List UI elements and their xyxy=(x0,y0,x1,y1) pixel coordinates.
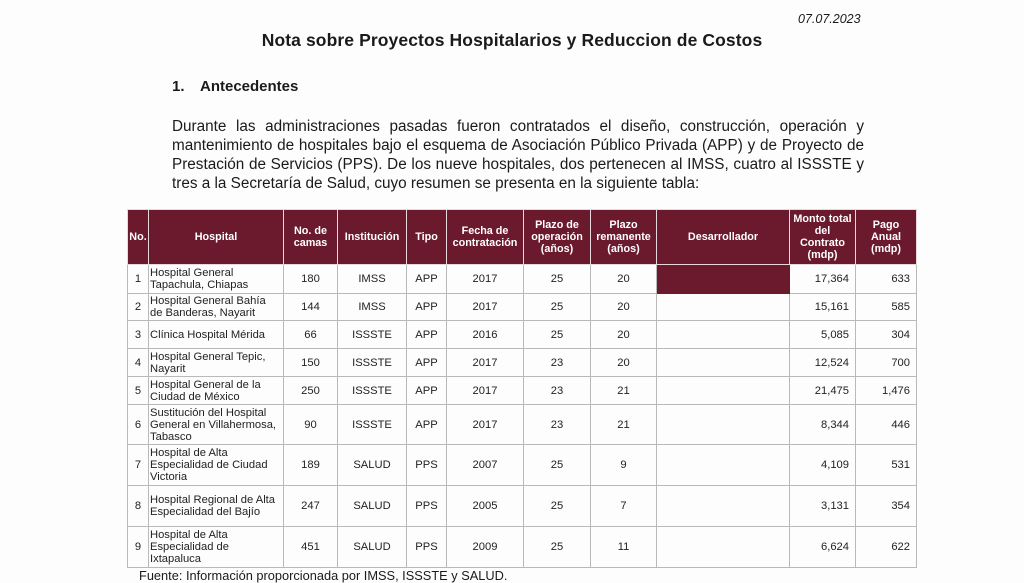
cell-pago: 1,476 xyxy=(856,377,917,405)
cell-hospital: Hospital General Tapachula, Chiapas xyxy=(149,265,284,294)
table-source-note: Fuente: Información proporcionada por IMSS, ISSSTE y SALUD. xyxy=(139,568,508,583)
cell-fecha: 2017 xyxy=(447,405,524,445)
cell-pago: 700 xyxy=(856,349,917,377)
cell-plazo-operacion: 25 xyxy=(524,265,591,294)
cell-camas: 150 xyxy=(284,349,338,377)
cell-pago: 633 xyxy=(856,265,917,294)
cell-fecha: 2017 xyxy=(447,349,524,377)
header-plazo-remanente: Plazo remanente (años) xyxy=(591,210,657,265)
section-title: Antecedentes xyxy=(200,78,299,95)
cell-tipo: APP xyxy=(407,265,447,294)
cell-plazo-remanente: 21 xyxy=(591,405,657,445)
table-row xyxy=(128,349,917,377)
hospital-projects-table xyxy=(127,209,917,568)
cell-hospital: Sustitución del Hospital General en Villahermosa, Tabasco xyxy=(149,405,284,445)
table-row xyxy=(128,486,917,527)
cell-desarrollador-blank xyxy=(657,445,790,486)
cell-monto: 8,344 xyxy=(790,405,856,445)
cell-desarrollador-blank xyxy=(657,405,790,445)
header-institucion: Institución xyxy=(338,210,407,265)
table-row xyxy=(128,265,917,294)
table-header-row xyxy=(128,210,917,265)
cell-plazo-remanente: 9 xyxy=(591,445,657,486)
cell-plazo-operacion: 25 xyxy=(524,294,591,321)
cell-no: 4 xyxy=(128,349,149,377)
cell-pago: 622 xyxy=(856,527,917,568)
cell-institucion: IMSS xyxy=(338,265,407,294)
cell-monto: 17,364 xyxy=(790,265,856,294)
cell-no: 6 xyxy=(128,405,149,445)
cell-desarrollador-blank xyxy=(657,527,790,568)
cell-institucion: SALUD xyxy=(338,486,407,527)
table-row xyxy=(128,527,917,568)
cell-no: 7 xyxy=(128,445,149,486)
cell-desarrollador-blank xyxy=(657,377,790,405)
cell-pago: 304 xyxy=(856,321,917,349)
cell-camas: 180 xyxy=(284,265,338,294)
cell-fecha: 2016 xyxy=(447,321,524,349)
cell-institucion: SALUD xyxy=(338,445,407,486)
header-plazo-operacion: Plazo de operación (años) xyxy=(524,210,591,265)
header-no: No. xyxy=(128,210,149,265)
cell-plazo-remanente: 21 xyxy=(591,377,657,405)
cell-institucion: ISSSTE xyxy=(338,321,407,349)
cell-pago: 446 xyxy=(856,405,917,445)
cell-hospital: Hospital General Tepic, Nayarit xyxy=(149,349,284,377)
cell-hospital: Hospital de Alta Especialidad de Ixtapaluca xyxy=(149,527,284,568)
cell-plazo-operacion: 23 xyxy=(524,377,591,405)
cell-pago: 354 xyxy=(856,486,917,527)
section-number: 1. xyxy=(172,78,185,95)
table-row xyxy=(128,321,917,349)
cell-fecha: 2017 xyxy=(447,265,524,294)
cell-camas: 189 xyxy=(284,445,338,486)
cell-tipo: APP xyxy=(407,294,447,321)
cell-desarrollador-blank xyxy=(657,486,790,527)
cell-camas: 66 xyxy=(284,321,338,349)
cell-hospital: Hospital Regional de Alta Especialidad del Bajío xyxy=(149,486,284,527)
cell-institucion: ISSSTE xyxy=(338,349,407,377)
cell-monto: 12,524 xyxy=(790,349,856,377)
table-row xyxy=(128,294,917,321)
cell-no: 9 xyxy=(128,527,149,568)
cell-no: 5 xyxy=(128,377,149,405)
cell-desarrollador-redacted xyxy=(657,265,790,294)
cell-plazo-remanente: 20 xyxy=(591,349,657,377)
header-monto: Monto total del Contrato (mdp) xyxy=(790,210,856,265)
cell-no: 1 xyxy=(128,265,149,294)
cell-plazo-operacion: 25 xyxy=(524,321,591,349)
cell-desarrollador-blank xyxy=(657,321,790,349)
header-fecha: Fecha de contratación xyxy=(447,210,524,265)
cell-camas: 90 xyxy=(284,405,338,445)
cell-plazo-remanente: 20 xyxy=(591,265,657,294)
cell-pago: 531 xyxy=(856,445,917,486)
cell-plazo-operacion: 23 xyxy=(524,349,591,377)
cell-plazo-operacion: 25 xyxy=(524,445,591,486)
cell-desarrollador-blank xyxy=(657,349,790,377)
cell-fecha: 2009 xyxy=(447,527,524,568)
cell-institucion: ISSSTE xyxy=(338,405,407,445)
cell-hospital: Hospital General Bahía de Banderas, Nayarit xyxy=(149,294,284,321)
cell-plazo-operacion: 23 xyxy=(524,405,591,445)
cell-hospital: Clínica Hospital Mérida xyxy=(149,321,284,349)
background-paragraph: Durante las administraciones pasadas fueron contratados el diseño, construcción, operación y mantenimiento de hospitales bajo el esquema de Asociación Público Privada (APP) y de Proyecto de Prestación de Servicios (PPS). De los nueve hospitales, dos pertenecen al IMSS, cuatro al ISSSTE y tres a la Secretaría de Salud, cuyo resumen se presenta en la siguiente tabla: xyxy=(172,118,864,193)
header-pago: Pago Anual (mdp) xyxy=(856,210,917,265)
cell-tipo: PPS xyxy=(407,527,447,568)
cell-institucion: ISSSTE xyxy=(338,377,407,405)
cell-no: 8 xyxy=(128,486,149,527)
cell-monto: 21,475 xyxy=(790,377,856,405)
header-hospital: Hospital xyxy=(149,210,284,265)
cell-no: 3 xyxy=(128,321,149,349)
cell-tipo: APP xyxy=(407,405,447,445)
cell-tipo: APP xyxy=(407,377,447,405)
document-title: Nota sobre Proyectos Hospitalarios y Reduccion de Costos xyxy=(261,30,763,50)
table-row xyxy=(128,445,917,486)
cell-monto: 6,624 xyxy=(790,527,856,568)
cell-monto: 3,131 xyxy=(790,486,856,527)
cell-monto: 15,161 xyxy=(790,294,856,321)
cell-camas: 250 xyxy=(284,377,338,405)
cell-tipo: APP xyxy=(407,349,447,377)
cell-monto: 5,085 xyxy=(790,321,856,349)
header-camas: No. de camas xyxy=(284,210,338,265)
section-heading xyxy=(172,78,298,95)
cell-fecha: 2017 xyxy=(447,377,524,405)
table-row xyxy=(128,377,917,405)
cell-institucion: SALUD xyxy=(338,527,407,568)
cell-no: 2 xyxy=(128,294,149,321)
table-row xyxy=(128,405,917,445)
cell-plazo-remanente: 20 xyxy=(591,321,657,349)
cell-monto: 4,109 xyxy=(790,445,856,486)
cell-camas: 144 xyxy=(284,294,338,321)
cell-institucion: IMSS xyxy=(338,294,407,321)
cell-fecha: 2017 xyxy=(447,294,524,321)
cell-hospital: Hospital General de la Ciudad de México xyxy=(149,377,284,405)
cell-hospital: Hospital de Alta Especialidad de Ciudad Victoria xyxy=(149,445,284,486)
cell-camas: 451 xyxy=(284,527,338,568)
header-tipo: Tipo xyxy=(407,210,447,265)
cell-plazo-remanente: 7 xyxy=(591,486,657,527)
cell-fecha: 2007 xyxy=(447,445,524,486)
cell-plazo-remanente: 20 xyxy=(591,294,657,321)
cell-tipo: PPS xyxy=(407,486,447,527)
cell-camas: 247 xyxy=(284,486,338,527)
cell-pago: 585 xyxy=(856,294,917,321)
cell-fecha: 2005 xyxy=(447,486,524,527)
document-date: 07.07.2023 xyxy=(798,12,861,26)
cell-plazo-operacion: 25 xyxy=(524,486,591,527)
cell-plazo-remanente: 11 xyxy=(591,527,657,568)
header-desarrollador: Desarrollador xyxy=(657,210,790,265)
cell-tipo: APP xyxy=(407,321,447,349)
cell-tipo: PPS xyxy=(407,445,447,486)
cell-plazo-operacion: 25 xyxy=(524,527,591,568)
cell-desarrollador-blank xyxy=(657,294,790,321)
